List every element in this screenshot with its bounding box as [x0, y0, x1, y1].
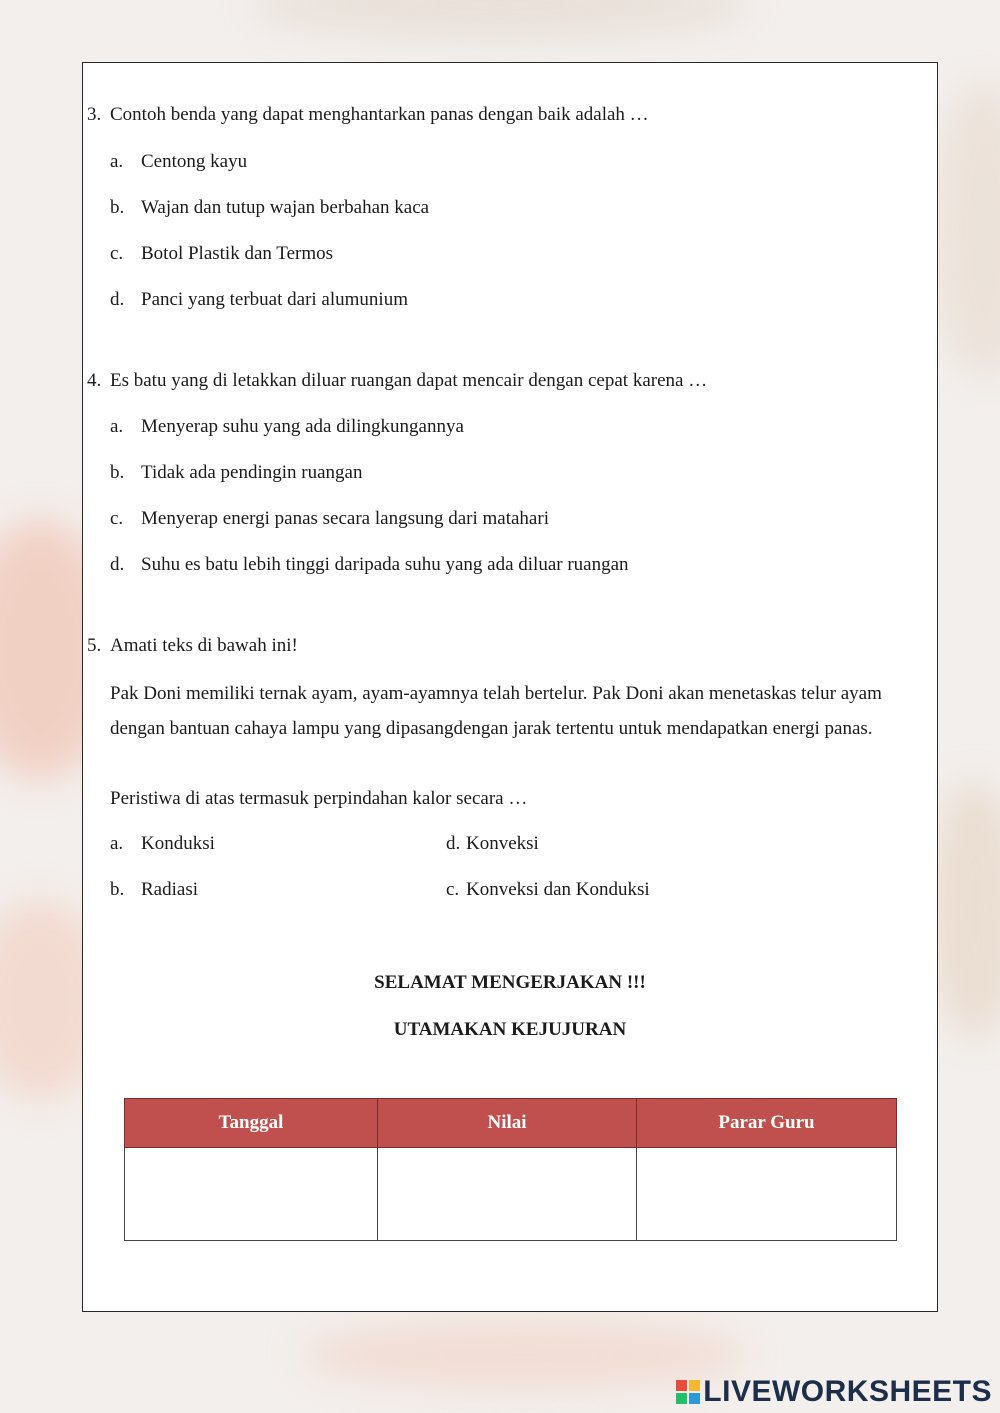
question-4	[87, 370, 708, 392]
question-number: 3.	[87, 104, 102, 125]
option-letter: c.	[446, 879, 460, 900]
option-text: Wajan dan tutup wajan berbahan kaca	[141, 197, 430, 218]
question-number: 4.	[87, 370, 102, 391]
option-5d[interactable]	[446, 833, 539, 855]
option-3a[interactable]	[110, 151, 248, 173]
option-text: Konveksi	[466, 833, 539, 854]
option-text: Konduksi	[141, 833, 215, 854]
option-text: Konveksi dan Konduksi	[466, 879, 650, 900]
question-3	[87, 104, 649, 126]
option-text: Centong kayu	[141, 151, 248, 172]
option-letter: b.	[110, 879, 125, 900]
question-5	[87, 635, 298, 657]
option-3c[interactable]	[110, 243, 334, 265]
option-5a[interactable]	[110, 833, 215, 855]
logo-icon	[676, 1380, 700, 1404]
option-5b[interactable]	[110, 879, 198, 901]
reading-passage: Pak Doni memiliki ternak ayam, ayam-ayamnya telah bertelur. Pak Doni akan menetaskas telur ayam dengan bantuan cahaya lampu yang dipasangdengan jarak tertentu untuk mendapatkan energi panas.	[110, 683, 882, 739]
option-letter: a.	[110, 416, 124, 437]
option-4d[interactable]	[110, 554, 629, 576]
option-4b[interactable]	[110, 462, 363, 484]
option-text: Suhu es batu lebih tinggi daripada suhu yang ada diluar ruangan	[141, 554, 629, 575]
option-5c[interactable]	[446, 879, 650, 901]
option-letter: b.	[110, 462, 125, 483]
option-text: Panci yang terbuat dari alumunium	[141, 289, 408, 310]
option-letter: c.	[110, 243, 124, 264]
option-text: Botol Plastik dan Termos	[141, 243, 334, 264]
header-teacher-signature: Parar Guru	[637, 1099, 897, 1148]
option-letter: c.	[110, 508, 124, 529]
header-date: Tanggal	[125, 1099, 378, 1148]
question-text: Amati teks di bawah ini!	[110, 635, 298, 656]
option-letter: d.	[446, 833, 461, 854]
option-text: Tidak ada pendingin ruangan	[141, 462, 363, 483]
date-cell[interactable]	[125, 1148, 378, 1241]
grade-table	[124, 1098, 897, 1241]
option-letter: a.	[110, 833, 124, 854]
option-text: Menyerap energi panas secara langsung dari matahari	[141, 508, 549, 529]
option-text: Menyerap suhu yang ada dilingkungannya	[141, 416, 464, 437]
closing-honesty: UTAMAKAN KEJUJURAN	[393, 1019, 627, 1040]
grade-table-row	[125, 1148, 897, 1241]
grade-table-header	[125, 1099, 897, 1148]
option-3d[interactable]	[110, 289, 408, 311]
option-4c[interactable]	[110, 508, 549, 530]
liveworksheets-logo	[676, 1375, 992, 1409]
option-letter: d.	[110, 289, 125, 310]
option-4a[interactable]	[110, 416, 464, 438]
header-score: Nilai	[378, 1099, 637, 1148]
signature-cell[interactable]	[637, 1148, 897, 1241]
logo-text: LIVEWORKSHEETS	[703, 1375, 992, 1408]
question-prompt: Peristiwa di atas termasuk perpindahan kalor secara …	[110, 788, 528, 809]
closing-greeting: SELAMAT MENGERJAKAN !!!	[374, 972, 646, 993]
option-3b[interactable]	[110, 197, 430, 219]
option-text: Radiasi	[141, 879, 198, 900]
score-cell[interactable]	[378, 1148, 637, 1241]
question-text: Contoh benda yang dapat menghantarkan panas dengan baik adalah …	[110, 104, 649, 125]
question-number: 5.	[87, 635, 102, 656]
question-text: Es batu yang di letakkan diluar ruangan dapat mencair dengan cepat karena …	[110, 370, 708, 391]
option-letter: a.	[110, 151, 124, 172]
option-letter: b.	[110, 197, 125, 218]
option-letter: d.	[110, 554, 125, 575]
